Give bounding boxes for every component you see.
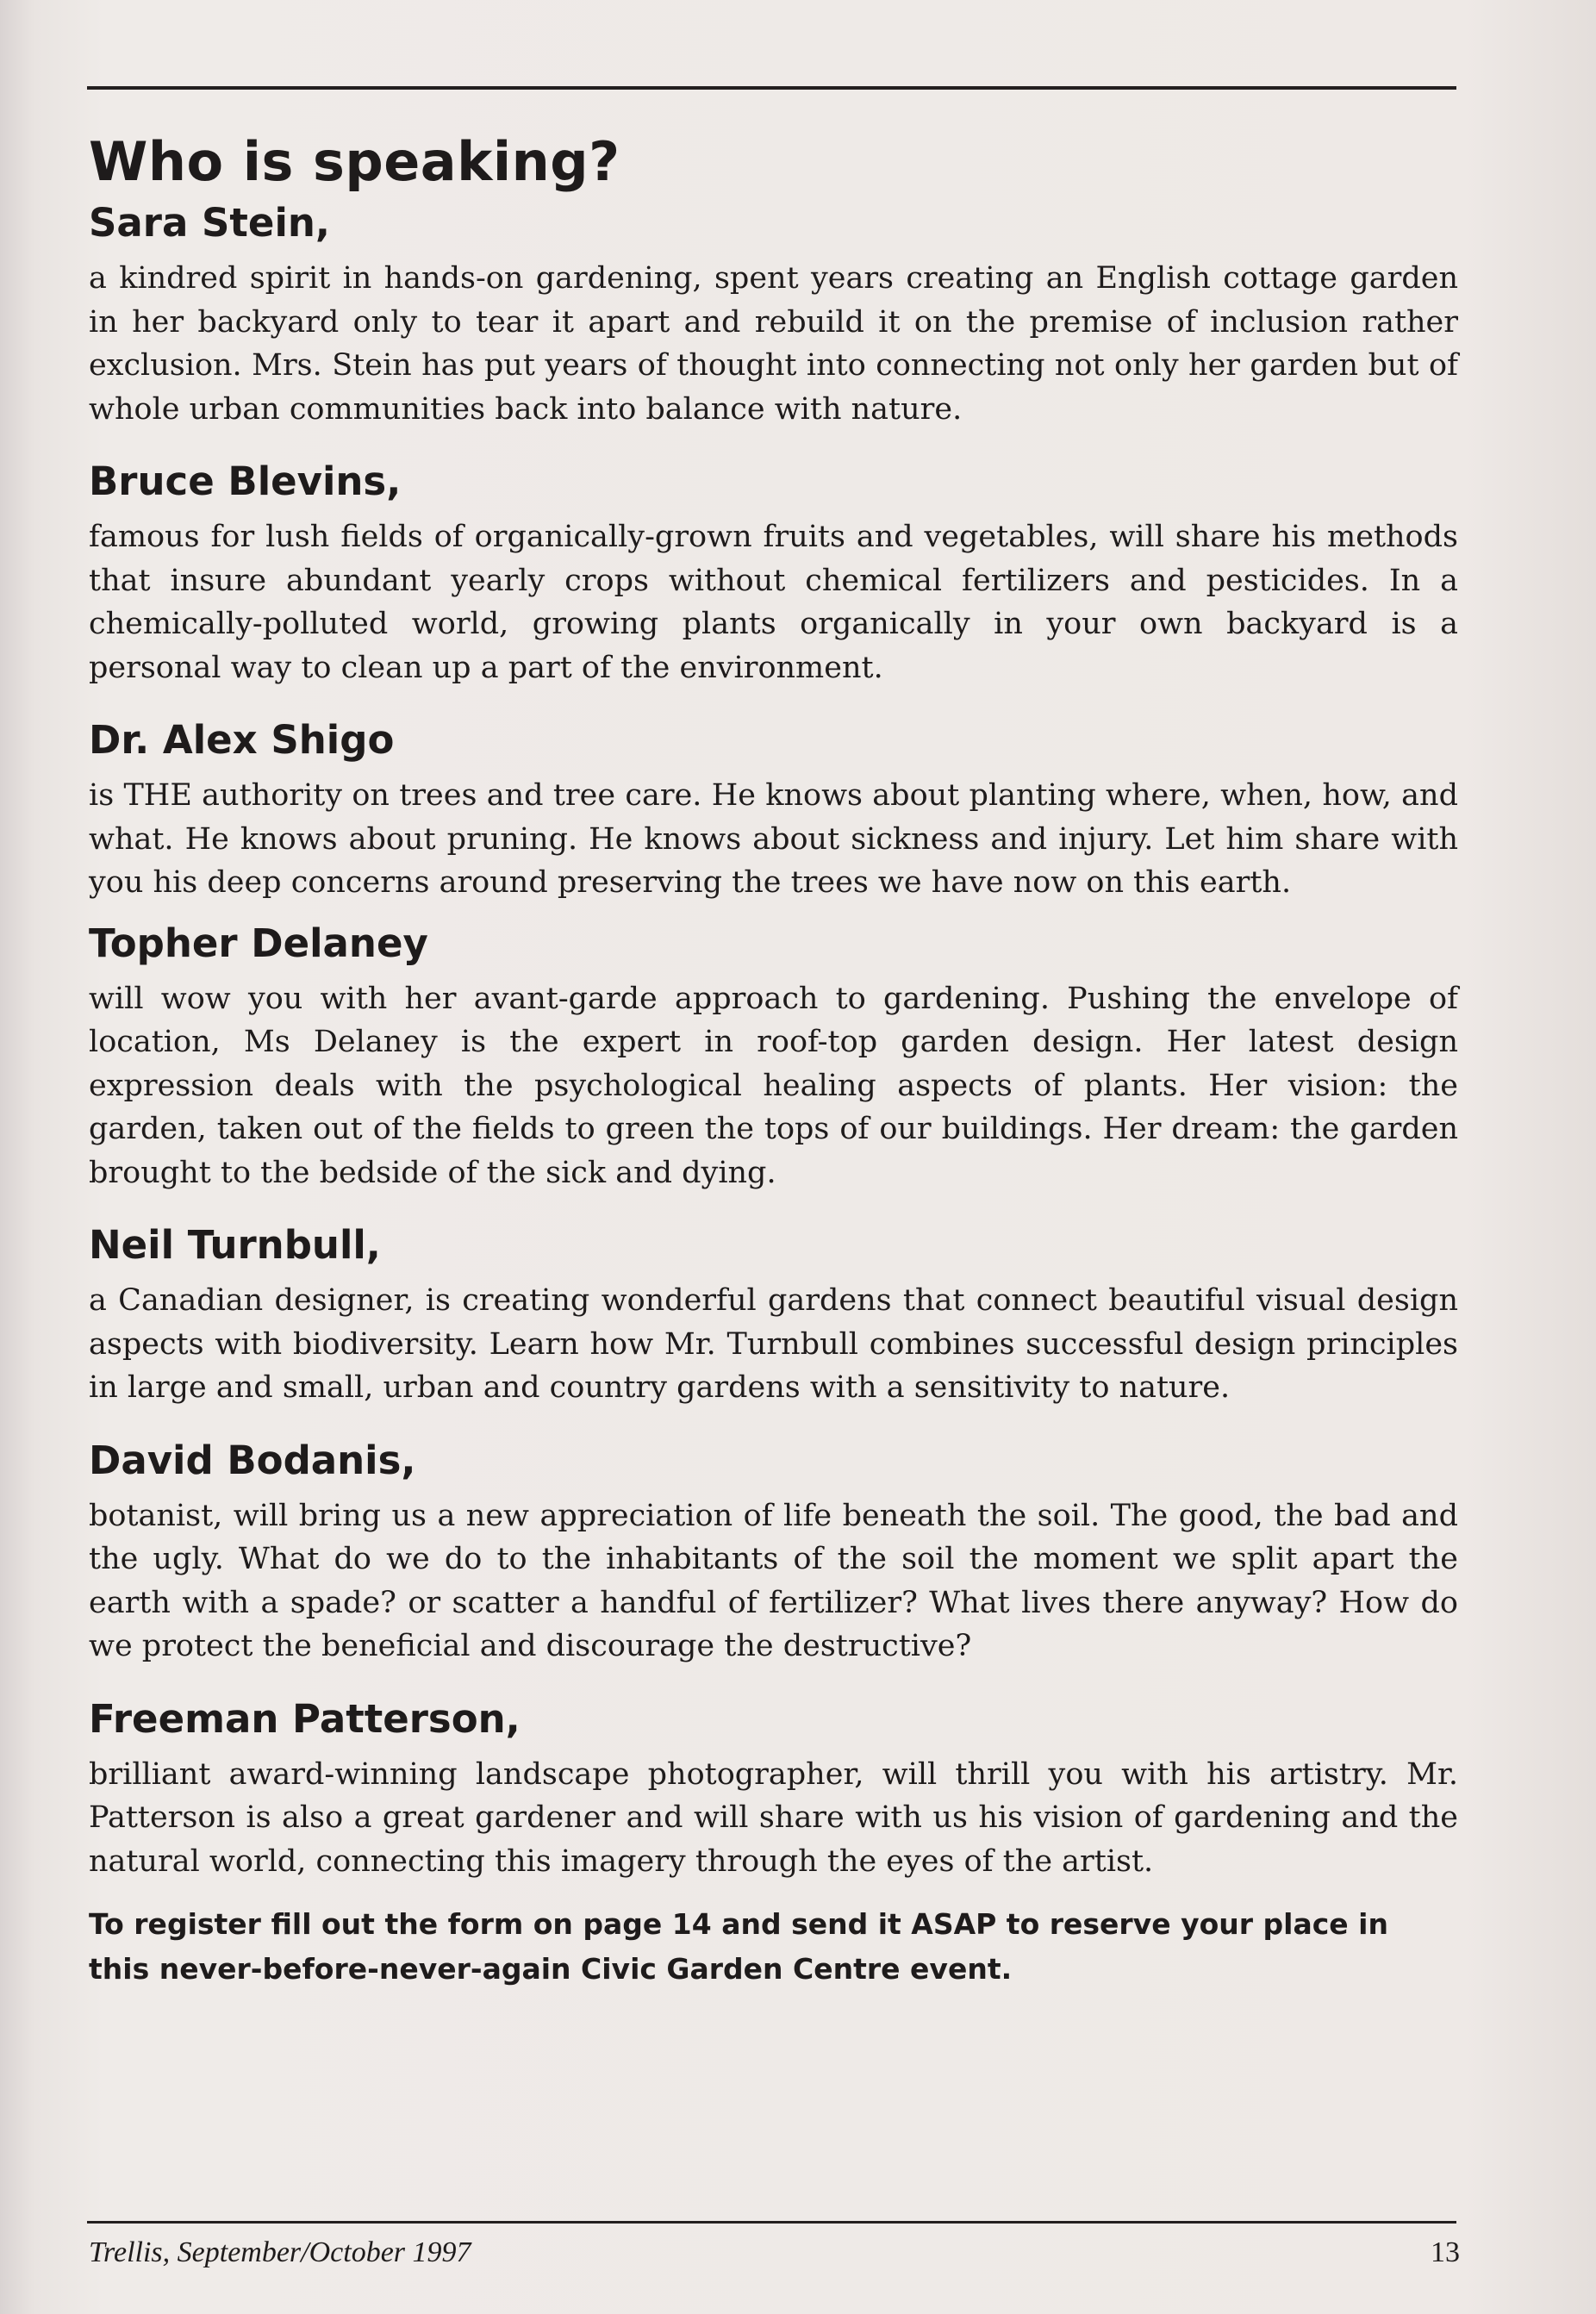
speaker-name: Bruce Blevins, — [89, 458, 402, 504]
speaker-bio: brilliant award-winning landscape photographer, will thrill you with his artistry. Mr. Patterson is also a great gardener and will share with us his vision of gardening and the natural world, connecting this imagery through the eyes of the artist. — [89, 1756, 1458, 1879]
speaker-bio: is THE authority on trees and tree care. He knows about planting where, when, how, and what. He knows about pruning. He knows about sickness and injury. Let him share with you his deep concerns around preserving the trees we have now on this earth. — [89, 778, 1458, 900]
speaker-name: David Bodanis, — [89, 1437, 416, 1483]
speaker-bio: will wow you with her avant-garde approach to gardening. Pushing the envelope of location, Ms Delaney is the expert in roof-top garden design. Her latest design expression deals with the psychological healing aspects of plants. Her vision: the garden, taken out of the fields to green the tops of our buildings. Her dream: the garden brought to the bedside of the sick and dying. — [89, 981, 1458, 1190]
page-title: Who is speaking? — [89, 130, 620, 193]
speaker-bruce-blevins — [89, 455, 1458, 689]
speaker-bio: a Canadian designer, is creating wonderful gardens that connect beautiful visual design aspects with biodiversity. Learn how Mr. Turnbull combines successful design principles in large and small, urban and country gardens with a sensitivity to nature. — [89, 1283, 1458, 1405]
speaker-name: Neil Turnbull, — [89, 1222, 381, 1268]
speaker-bio: famous for lush fields of organically-grown fruits and vegetables, will share his methods that insure abundant yearly crops without chemical fertilizers and pesticides. In a chemically-polluted world, growing plants organically in your own backyard is a personal way to clean up a part of the environment. — [89, 520, 1458, 685]
speaker-bio: a kindred spirit in hands-on gardening, spent years creating an English cottage garden in her backyard only to tear it apart and rebuild it on the premise of inclusion rather exclusion. Mrs. Stein has put years of thought into connecting not only her garden but of whole urban communities back into balance with nature. — [89, 261, 1458, 427]
bottom-rule — [87, 2221, 1456, 2224]
speaker-neil-turnbull — [89, 1219, 1458, 1410]
speaker-freeman-patterson — [89, 1693, 1458, 1884]
speaker-name: Topher Delaney — [89, 920, 428, 966]
speaker-name: Sara Stein, — [89, 200, 330, 246]
speaker-sara-stein — [89, 196, 1458, 431]
top-rule — [87, 86, 1456, 90]
speaker-name: Dr. Alex Shigo — [89, 717, 395, 763]
registration-note: To register fill out the form on page 14 and send it ASAP to reserve your place in this never-before-never-again Civic Garden Centre event. — [89, 1907, 1388, 1986]
speaker-name: Freeman Patterson, — [89, 1695, 521, 1742]
footer-publication: Trellis, September/October 1997 — [89, 2236, 471, 2268]
speaker-topher-delaney — [89, 917, 1458, 1195]
article-body — [89, 129, 1458, 1992]
speaker-david-bodanis — [89, 1434, 1458, 1668]
speaker-alex-shigo — [89, 714, 1458, 905]
footer-page-number: 13 — [1431, 2236, 1460, 2268]
speaker-bio: botanist, will bring us a new appreciation of life beneath the soil. The good, the bad and the ugly. What do we do to the inhabitants of the soil the moment we split apart the earth with a spade? or scatter a handful of fertilizer? What lives there anyway? How do we protect the beneficial and discourage the destructive? — [89, 1498, 1458, 1663]
